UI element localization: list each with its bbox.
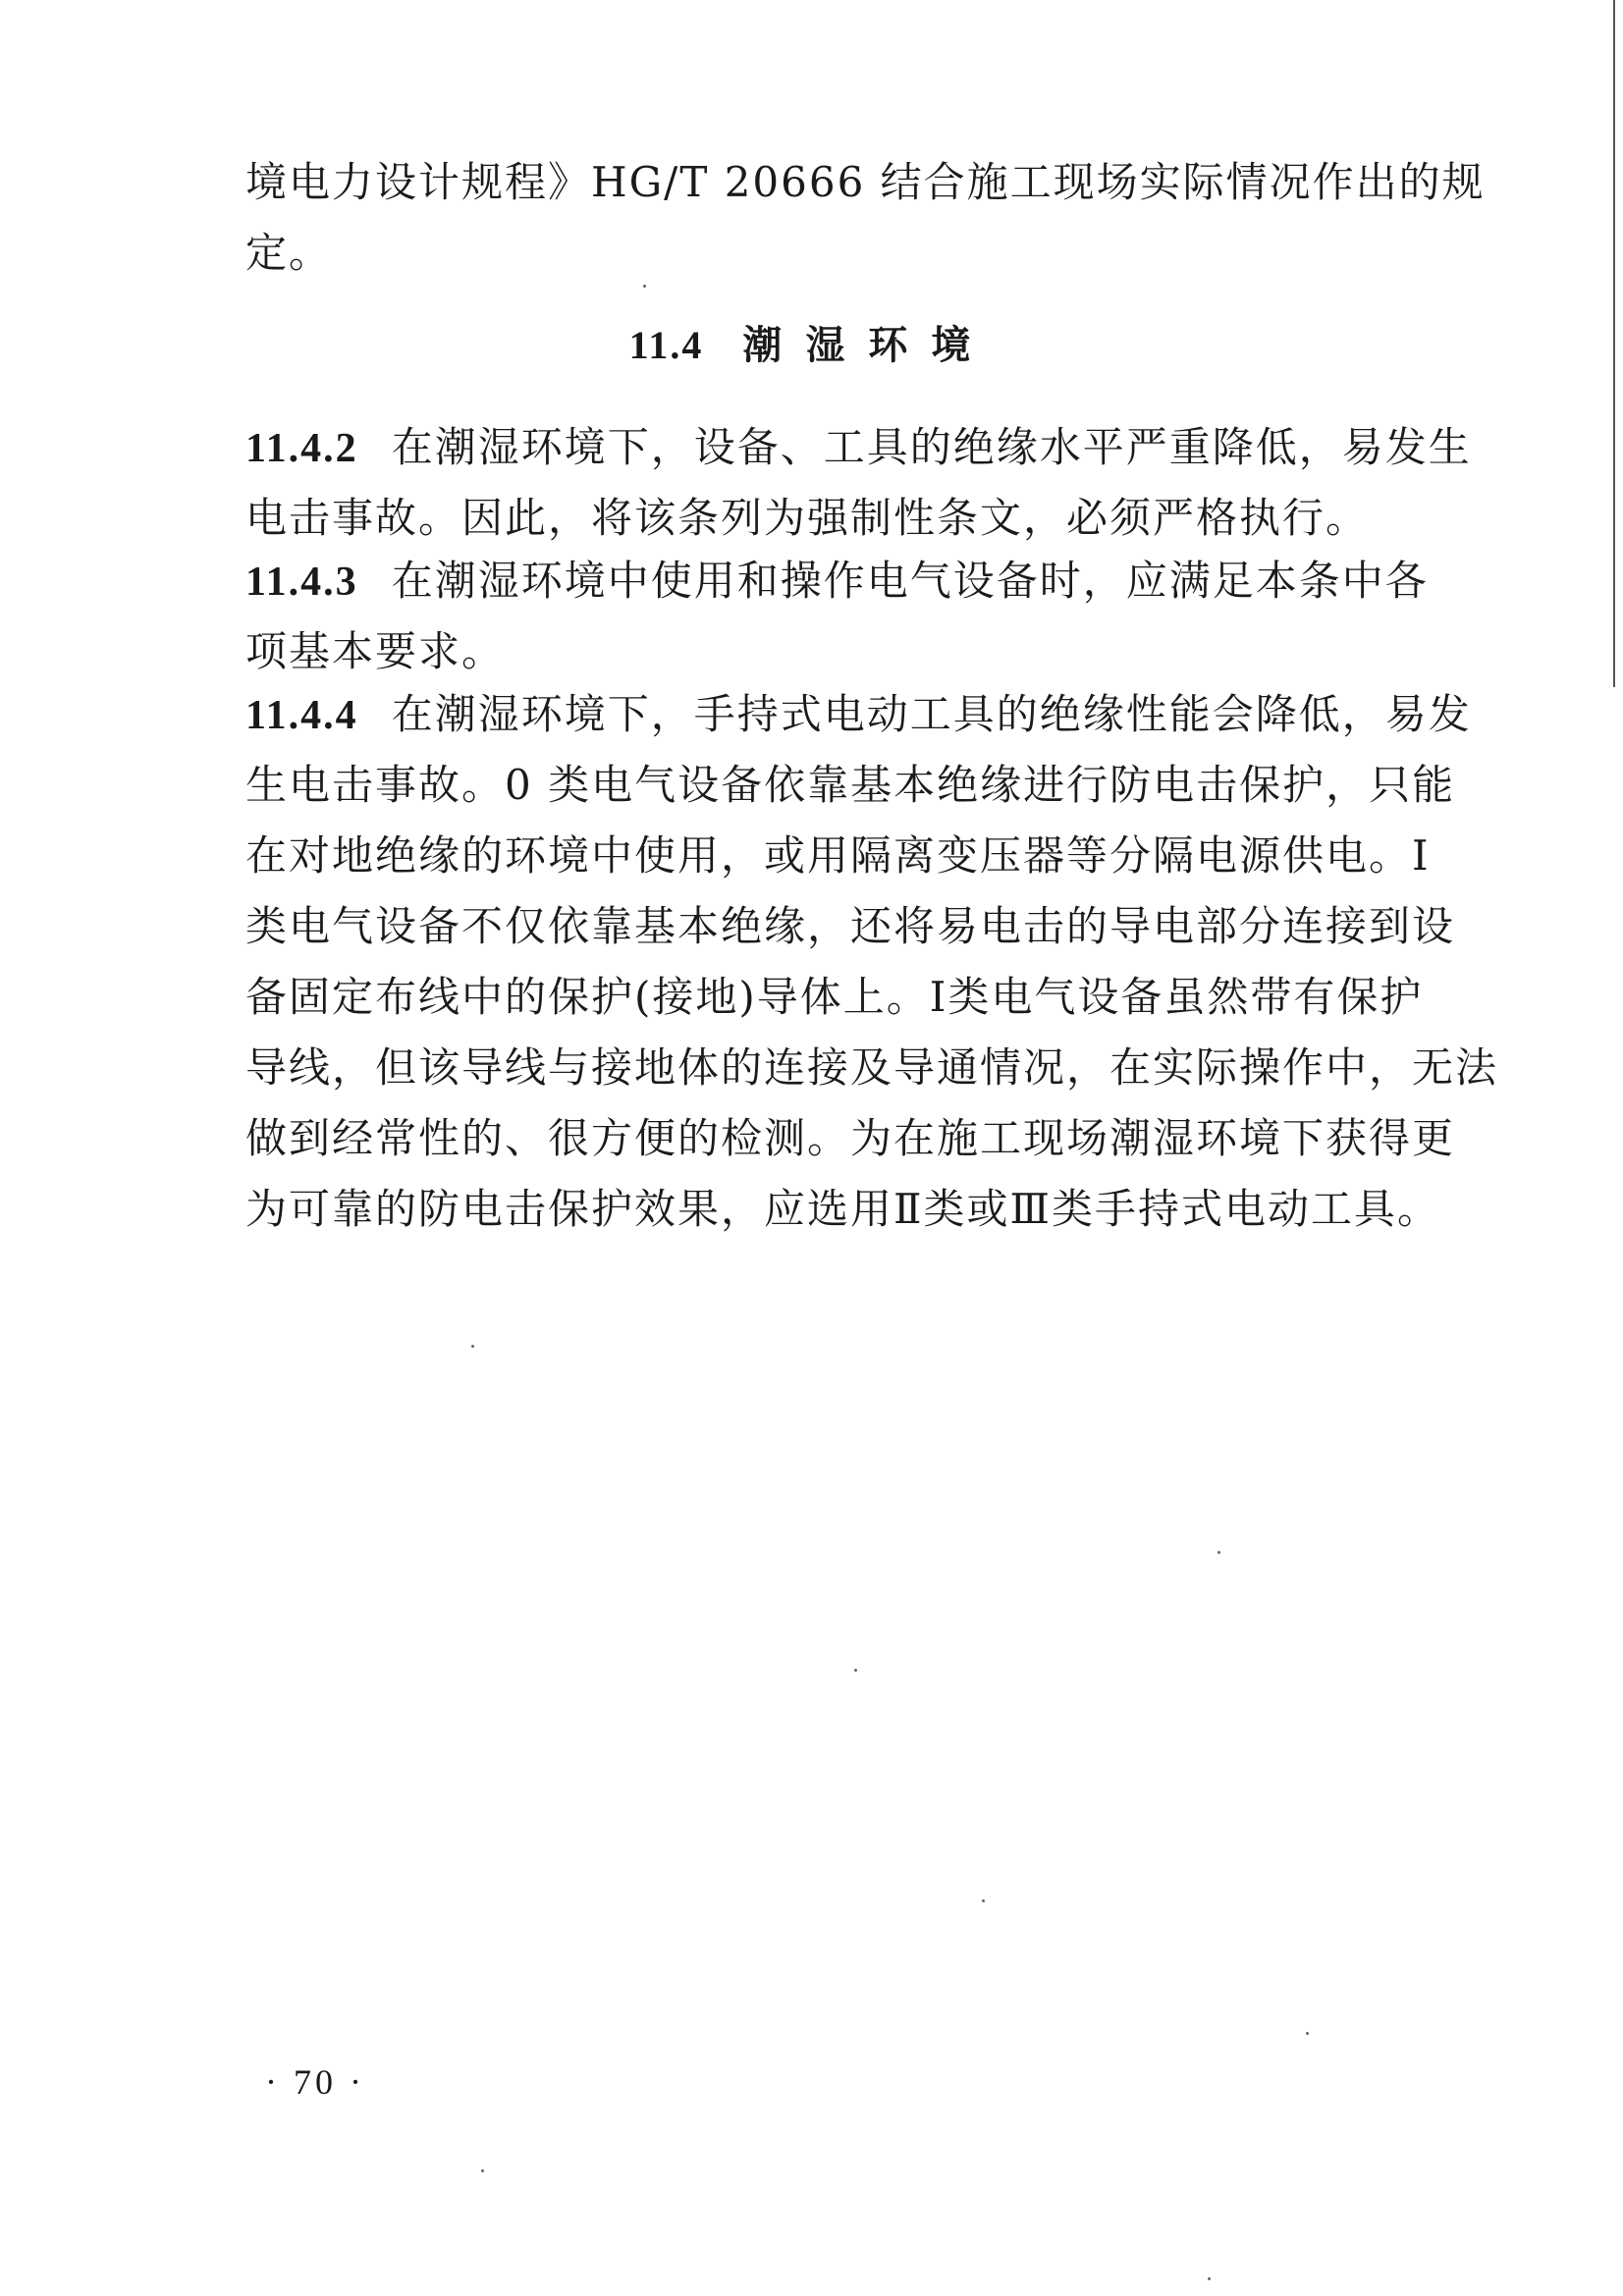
intro-paragraph bbox=[245, 147, 1486, 289]
clause-text: 在潮湿环境下，手持式电动工具的绝缘性能会降低，易发 bbox=[391, 690, 1472, 738]
clause-line bbox=[245, 412, 1472, 483]
clause-text: 在潮湿环境中使用和操作电气设备时，应满足本条中各 bbox=[391, 557, 1429, 605]
clause-text: 在潮湿环境下，设备、工具的绝缘水平严重降低，易发生 bbox=[391, 423, 1472, 471]
clause-line: 做到经常性的、很方便的检测。为在施工现场潮湿环境下获得更 bbox=[245, 1114, 1456, 1162]
page-number: · 70 · bbox=[265, 2062, 365, 2102]
section-number: 11.4 bbox=[628, 323, 704, 367]
clause-number: 11.4.2 bbox=[245, 426, 358, 471]
clause-line: 为可靠的防电击保护效果，应选用Ⅱ类或Ⅲ类手持式电动工具。 bbox=[245, 1185, 1441, 1233]
scan-speck bbox=[854, 1669, 857, 1672]
scan-speck bbox=[982, 1899, 985, 1902]
clause-11-4-2 bbox=[245, 412, 1472, 554]
intro-line-1: 境电力设计规程》HG/T 20666 结合施工现场实际情况作出的规 bbox=[245, 158, 1486, 206]
scan-speck bbox=[481, 2169, 484, 2172]
clause-11-4-4 bbox=[245, 679, 1499, 1245]
clause-11-4-3 bbox=[245, 546, 1463, 687]
scan-speck bbox=[471, 1345, 474, 1348]
clause-line: 电击事故。因此，将该条列为强制性条文，必须严格执行。 bbox=[245, 494, 1370, 542]
clause-line: 在对地绝缘的环境中使用，或用隔离变压器等分隔电源供电。Ⅰ bbox=[245, 831, 1431, 880]
clause-line: 备固定布线中的保护(接地)导体上。Ⅰ类电气设备虽然带有保护 bbox=[245, 973, 1424, 1021]
clause-number: 11.4.3 bbox=[245, 560, 358, 605]
clause-line: 导线，但该导线与接地体的连接及导通情况，在实际操作中，无法 bbox=[245, 1043, 1499, 1092]
clause-number: 11.4.4 bbox=[245, 693, 358, 738]
section-title: 潮湿环境 bbox=[742, 322, 995, 368]
scan-speck bbox=[1306, 2032, 1309, 2035]
clause-line bbox=[245, 546, 1463, 616]
scan-speck bbox=[1217, 1551, 1220, 1554]
clause-line bbox=[245, 679, 1472, 750]
clause-line: 生电击事故。0 类电气设备依靠基本绝缘进行防电击保护，只能 bbox=[245, 761, 1456, 809]
section-heading bbox=[0, 314, 1623, 370]
clause-line: 类电气设备不仅依靠基本绝缘，还将易电击的导电部分连接到设 bbox=[245, 902, 1456, 950]
scan-speck bbox=[1208, 2277, 1211, 2280]
intro-line-2: 定。 bbox=[245, 229, 333, 277]
scan-speck bbox=[643, 285, 646, 288]
clause-line: 项基本要求。 bbox=[245, 627, 506, 675]
